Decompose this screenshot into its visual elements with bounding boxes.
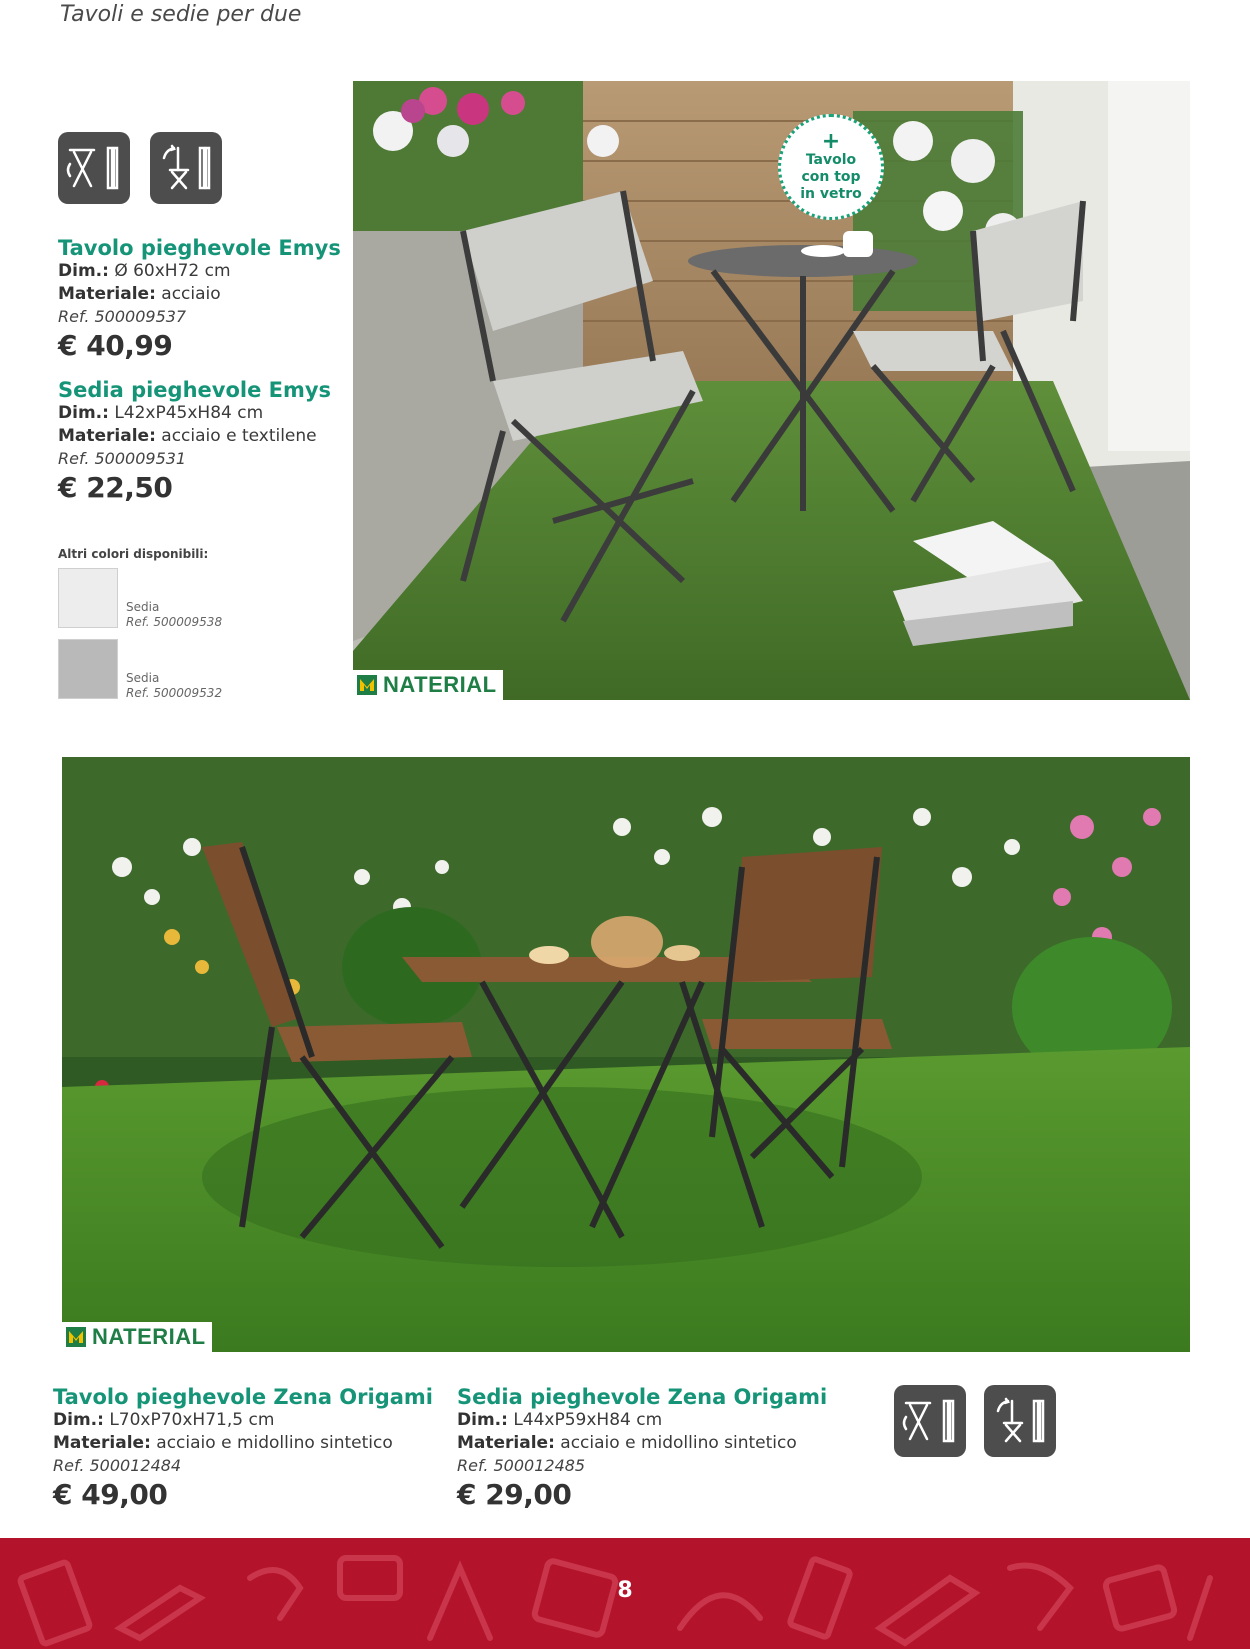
color-swatch-white[interactable] <box>58 568 118 628</box>
product-name: Sedia pieghevole Zena Origami <box>457 1385 828 1409</box>
product-price: € 49,00 <box>53 1478 168 1511</box>
product-zena-table <box>53 1385 443 1513</box>
folding-table-icon <box>894 1385 966 1457</box>
color-swatch-grey[interactable] <box>58 639 118 699</box>
dim-value: L44xP59xH84 cm <box>513 1410 663 1430</box>
plus-icon: + <box>821 128 841 154</box>
folding-table-icon <box>58 132 130 204</box>
brand-tag <box>62 1322 212 1352</box>
product-name: Tavolo pieghevole Zena Origami <box>53 1385 433 1409</box>
dim-label: Dim.: <box>457 1410 508 1430</box>
product-price: € 29,00 <box>457 1478 572 1511</box>
material-value: acciaio e textilene <box>161 426 317 446</box>
product-price: € 40,99 <box>58 329 173 362</box>
product-ref: Ref. 500012485 <box>457 1456 586 1475</box>
photo-zena-set <box>62 757 1190 1352</box>
folding-chair-icon <box>984 1385 1056 1457</box>
material-label: Materiale: <box>58 284 156 304</box>
swatch-caption: Sedia Ref. 500009538 <box>126 600 223 629</box>
product-price: € 22,50 <box>58 471 173 504</box>
material-label: Materiale: <box>457 1433 555 1453</box>
dim-value: L70xP70xH71,5 cm <box>109 1410 275 1430</box>
dim-label: Dim.: <box>58 261 109 281</box>
page-number: 8 <box>617 1578 633 1603</box>
product-ref: Ref. 500012484 <box>53 1456 182 1475</box>
naterial-logo-icon <box>66 1327 86 1347</box>
product-name: Tavolo pieghevole Emys <box>58 236 341 260</box>
brand-tag <box>353 670 503 700</box>
dim-value: L42xP45xH84 cm <box>114 403 264 423</box>
dim-value: Ø 60xH72 cm <box>114 261 231 281</box>
material-value: acciaio e midollino sintetico <box>156 1433 393 1453</box>
product-name: Sedia pieghevole Emys <box>58 378 332 402</box>
dim-label: Dim.: <box>53 1410 104 1430</box>
brand-name: NATERIAL <box>92 1324 206 1349</box>
product-zena-chair <box>457 1385 847 1513</box>
page-footer <box>0 1538 1250 1649</box>
swatch-caption: Sedia Ref. 500009532 <box>126 671 223 700</box>
dim-label: Dim.: <box>58 403 109 423</box>
folding-chair-icon <box>150 132 222 204</box>
glass-top-badge: + Tavolo con top in vetro <box>778 114 884 220</box>
material-label: Materiale: <box>58 426 156 446</box>
product-ref: Ref. 500009531 <box>58 449 187 468</box>
material-value: acciaio e midollino sintetico <box>560 1433 797 1453</box>
material-label: Materiale: <box>53 1433 151 1453</box>
section-title: Tavoli e sedie per due <box>60 2 302 27</box>
naterial-logo-icon <box>357 675 377 695</box>
photo-emys-set <box>353 81 1190 700</box>
material-value: acciaio <box>161 284 221 304</box>
product-ref: Ref. 500009537 <box>58 307 187 326</box>
brand-name: NATERIAL <box>383 672 497 697</box>
other-colors-heading: Altri colori disponibili: <box>58 547 209 561</box>
